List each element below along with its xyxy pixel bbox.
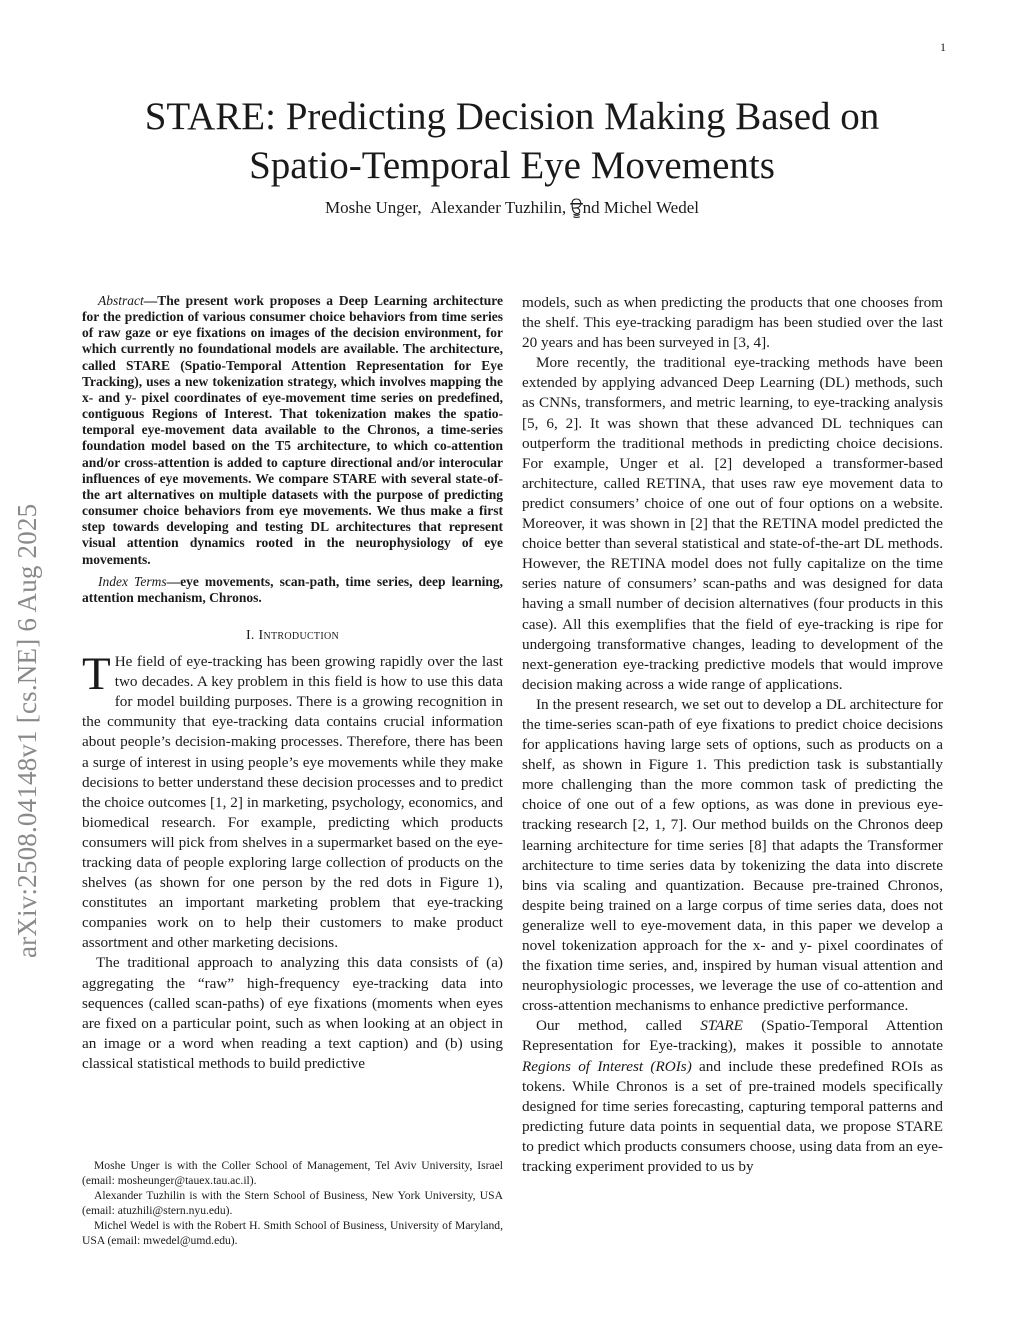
abstract-text: —The present work proposes a Deep Learning architecture for the prediction of various consumer choice behaviors from time series of raw gaze or eye fixations on images of the decision environment, for which currently no foundational models are available. The architecture, called STARE (Spatio-Temporal Attention Representation for Eye Tracking), uses a new tokenization strategy, which involves mapping the x- and y- pixel coordinates of eye-movement time series on predefined, contiguous Regions of Interest. That tokenization makes the spatio-temporal eye-movement data available to the Chronos, a time-series foundation model based on the T5 architecture, to which co-attention and/or cross-attention is added to capture directional and/or interocular influences of eye movements. We compare STARE with several state-of-the art alternatives on multiple datasets with the purpose of predicting consumer choice behaviors from eye movements. We thus make a first step towards developing and testing DL architectures that represent visual attention dynamics rooted in the neurophysiology of eye movements. [82, 293, 503, 567]
author-list [90, 198, 934, 218]
arxiv-stamp: arXiv:2508.04148v1 [cs.NE] 6 Aug 2025 [12, 503, 42, 958]
drop-cap: T [82, 648, 111, 701]
p4-text-c: and include these predefined ROIs as tokens. While Chronos is a set of pre-trained models specifically designed for time series forecasting, capturing temporal patterns and predicting future data points in sequential data, we propose STARE to predict which products consumers choose, using data from an eye-tracking experiment provided to us by [522, 1057, 943, 1176]
p4-text-b: (Spatio-Temporal Attention Representation for Eye-tracking), makes it possible to annotate [522, 1017, 944, 1055]
section-heading-introduction [82, 626, 503, 646]
section-initial: I [258, 627, 264, 643]
index-terms-text: —eye movements, scan-path, time series, deep learning, attention mechanism, Chronos. [82, 573, 503, 605]
p4-text-a: Our method, called [536, 1017, 701, 1035]
paper-title [90, 92, 934, 190]
right-column [522, 293, 943, 1177]
right-paragraph-2: More recently, the traditional eye-tracking methods have been extended by applying advanced Deep Learning (DL) methods, such as CNNs, transformers, and metric learning, to eye-tracking analysis [5, 6, 2]. It was shown that these advanced DL techniques can outperform the traditional methods in predicting choice decisions. For example, Unger et al. [2] developed a transformer-based architecture, called RETINA, that uses raw eye movement data to predict consumers’ choice of one out of four options on a website. Moreover, it was shown in [2] that the RETINA model predicted the choice better than several statistical and state-of-the-art DL methods. However, the RETINA model does not fully capitalize on the time series nature of consumers’ scan-paths and was designed for data having a small number of decision alternatives (four products in this case). All this exemplifies that the field of eye-tracking is ripe for undergoing transformative changes, leading to development of the next-generation eye-tracking predictive models that would improve decision making across a wide range of applications. [522, 354, 943, 693]
footnote-author-1: Moshe Unger is with the Coller School of Management, Tel Aviv University, Israel (email: mosheunger@tauex.tau.ac.il). [82, 1159, 503, 1187]
footnote-author-3: Michel Wedel is with the Robert H. Smith School of Business, University of Maryland, USA (email: mwedel@umd.edu). [82, 1219, 503, 1247]
author-name: Moshe Unger [325, 198, 418, 217]
index-terms-label: Index Terms [98, 573, 167, 589]
right-paragraph-4 [522, 1016, 943, 1177]
abstract [82, 293, 503, 568]
author-name: , ਊnd Michel Wedel [562, 198, 699, 217]
index-terms [82, 574, 503, 606]
p4-roi: Regions of Interest (ROIs) [522, 1057, 692, 1075]
intro-paragraph-2: The traditional approach to analyzing this data consists of (a) aggregating the “raw” high-frequency eye-tracking data into sequences (called scan-paths) of eye fixations (moments when eyes are fixed on a particular point, such as when looking at an object in an image or a word when reading a text caption) and (b) using classical statistical methods to build predictive [82, 954, 503, 1072]
title-line-2: Spatio-Temporal Eye Movements [249, 144, 775, 187]
footnote-author-2: Alexander Tuzhilin is with the Stern School of Business, New York University, USA (email: atuzhili@stern.nyu.edu). [82, 1189, 503, 1217]
abstract-label: Abstract [98, 293, 144, 308]
left-column [82, 293, 503, 1074]
page-number: 1 [940, 40, 946, 54]
title-line-1: STARE: Predicting Decision Making Based on [144, 95, 880, 138]
right-paragraph-1: models, such as when predicting the products that one chooses from the shelf. This eye-tracking paradigm has been studied over the last 20 years and has been surveyed in [3, 4]. [522, 294, 943, 352]
p4-stare: STARE [700, 1017, 743, 1035]
intro-paragraph-1 [82, 648, 503, 953]
section-title-rest: ntroduction [263, 627, 340, 643]
right-paragraph-3: In the present research, we set out to develop a DL architecture for the time-series scan-path of eye fixations to predict choice decisions for applications having large sets of options, such as products on a shelf, as shown in Figure 1. This prediction task is substantially more challenging than the more common task of predicting the choice of one out of a few options, as was done in previous eye-tracking research [2, 1, 7]. Our method builds on the Chronos deep learning architecture for time series [8] that adapts the Transformer architecture to time series data by tokenizing the data into discrete bins via scaling and quantization. Because pre-trained Chronos, despite being trained on a large corpus of time series data, does not generalize well to eye-movement data, in this paper we develop a novel tokenization approach for the x- and y- pixel coordinates of the fixation time series, and, inspired by human visual attention and neurophysiologic processes, we leverage the use of co-attention and cross-attention mechanisms to enhance predictive performance. [522, 695, 943, 1015]
section-number: I. [245, 627, 259, 643]
footnotes [82, 1158, 503, 1248]
intro-paragraph-1-text: He field of eye-tracking has been growing rapidly over the last two decades. A key problem in this field is how to use this data for model building purposes. There is a growing recognition in the community that eye-tracking data contains crucial information about people’s decision-making processes. Therefore, there has been a surge of interest in using people’s eye movements while they make decisions to better understand these decision processes and to predict the choice outcomes [1, 2] in marketing, psychology, economics, and biomedical research. For example, predicting which products consumers will pick from shelves in a supermarket based on the eye-tracking data of people exploring large collection of products on the shelves (as shown for one person by the red dots in Figure 1), constitutes an important marketing problem that eye-tracking companies work on to help their customers to make product assortment and other marketing decisions. [82, 653, 503, 952]
author-name: , Alexander Tuzhilin [417, 198, 562, 217]
